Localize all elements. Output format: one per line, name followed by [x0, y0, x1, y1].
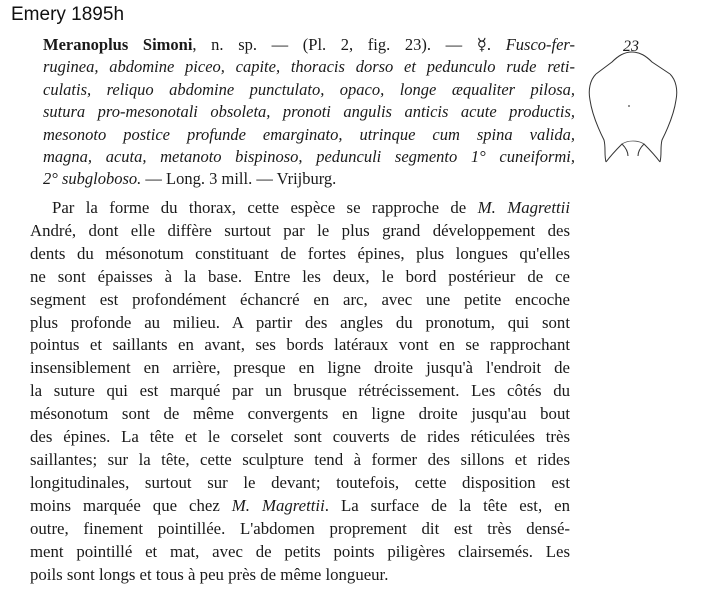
- description-measure: — Long. 3 mill. — Vrijburg.: [141, 169, 337, 189]
- description-latin: Fusco-fer-: [505, 35, 575, 54]
- species-name: Meranoplus Simoni: [43, 35, 193, 54]
- figure-number: 23: [623, 38, 639, 55]
- body-line: plus profonde au milieu. A partir des angles du pronotum, qui sont: [30, 312, 570, 332]
- description-line: [43, 34, 575, 56]
- description-latin: 2° subgloboso.: [43, 169, 142, 189]
- body-line: pointus et saillants en avant, ses bords latéraux vont en se rapprochant: [30, 335, 570, 355]
- species-ref: M. Magrettii: [477, 198, 570, 217]
- thorax-figure: [582, 40, 692, 180]
- body-text-run: Par la forme du thorax, cette espèce se rapproche de: [52, 198, 478, 217]
- description-line: culatis, reliquo abdomine punctulato, opaco, longe æqualiter pilosa,: [43, 79, 575, 99]
- description-line: ruginea, abdomine piceo, capite, thoracis dorso et pedunculo rude reti-: [43, 57, 575, 77]
- description-line: mesonoto postice profunde emarginato, utrinque cum spina valida,: [43, 124, 575, 144]
- body-line: ne sont épaisses à la base. Entre les deux, le bord postérieur de ce: [30, 266, 570, 286]
- body-line: André, dont elle diffère surtout par le plus grand développement des: [30, 220, 570, 240]
- body-line: mésonotum sont de même convergents en ligne droite jusqu'au bout: [30, 404, 570, 424]
- body-line: saillantes; sur la tête, cette sculpture tend à former des sillons et rides: [30, 449, 570, 469]
- body-line: des épines. La tête et le corselet sont couverts de rides réticulées très: [30, 427, 570, 447]
- body-text: [30, 197, 570, 586]
- body-line: [30, 495, 570, 518]
- body-line: ment pointillé et mat, avec de petits points piligères clairsemés. Les: [30, 541, 570, 561]
- description-line: magna, acuta, metanoto bispinoso, pedunculi segmento 1° cuneiformi,: [43, 147, 575, 167]
- body-text-run: moins marquée que chez: [30, 495, 232, 515]
- body-line: segment est profondément échancré en arc, avec une petite encoche: [30, 289, 570, 309]
- body-line: longitudinales, surtout sur le devant; toutefois, cette disposition est: [30, 472, 570, 492]
- body-line: outre, finement pointillée. L'abdomen proprement dit est très densé-: [30, 518, 570, 538]
- body-line: dents du mésonotum constituant de fortes épines, plus longues qu'elles: [30, 243, 570, 263]
- description-line: sutura pro-mesonotali obsoleta, pronoti angulis anticis acute productis,: [43, 102, 575, 122]
- species-ref: M. Magrettii: [231, 495, 325, 515]
- description-ref: , n. sp. — (Pl. 2, fig. 23). — ☿.: [192, 35, 506, 54]
- body-line: insensiblement en arrière, presque en ligne droite jusqu'à l'endroit de: [30, 358, 570, 378]
- body-line: [30, 197, 570, 220]
- body-line: poils sont longs et tous à peu près de même longueur.: [30, 564, 389, 584]
- species-description: [43, 34, 575, 191]
- description-line: [43, 168, 575, 190]
- body-line: la suture qui est marqué par un brusque rétrécissement. Les côtés du: [30, 381, 570, 401]
- source-label: Emery 1895h: [11, 4, 125, 25]
- body-text-run: . La surface de la tête est, en: [324, 495, 570, 515]
